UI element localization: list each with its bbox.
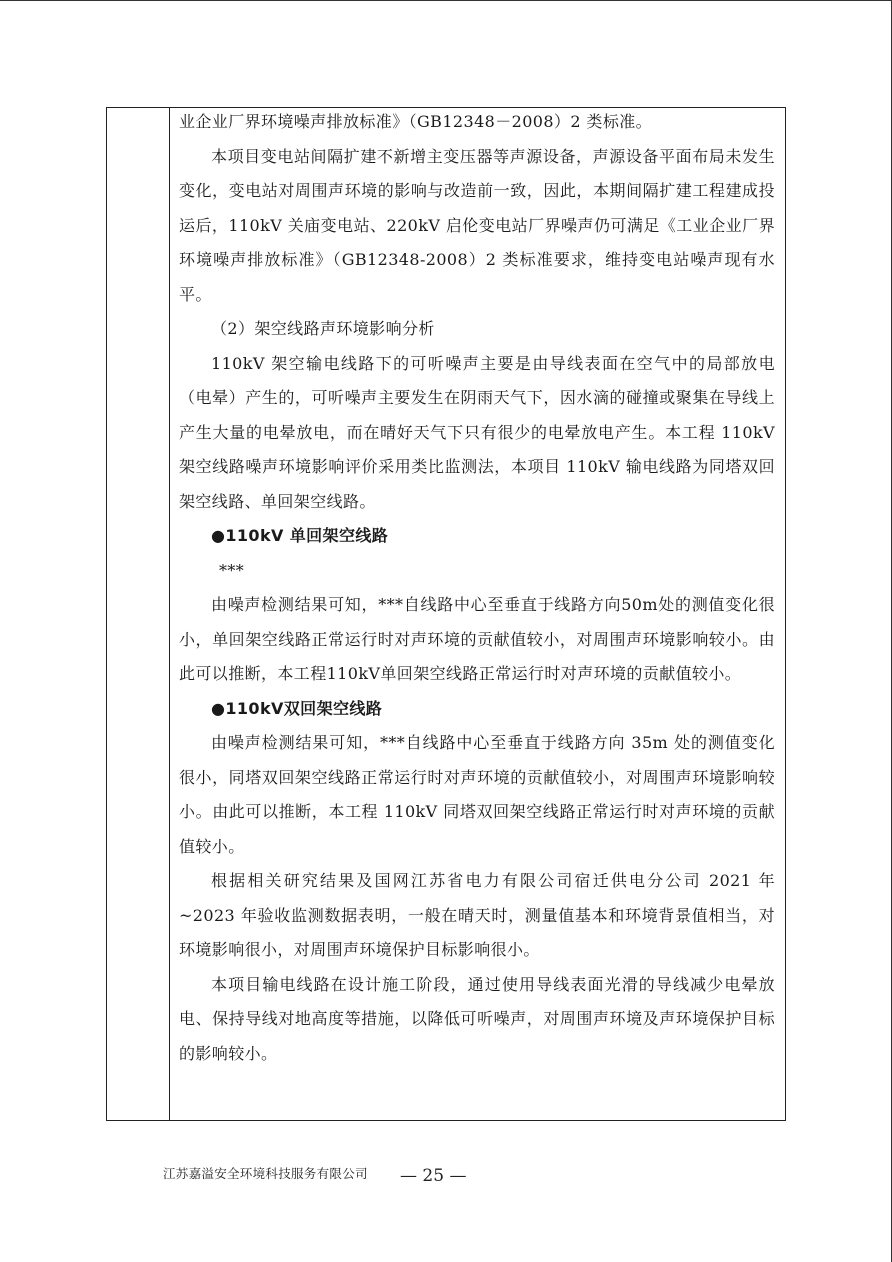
mitigation-measures-paragraph: 本项目输电线路在设计施工阶段，通过使用导线表面光滑的导线减少电晕放电、保持导线对地高度等措施，以降低可听噪声，对周围声环境及声环境保护目标的影响较小。: [179, 974, 775, 1063]
double-circuit-heading: ●110kV双回架空线路: [211, 698, 383, 718]
page-border-top: [0, 0, 892, 1]
table-content-cell: [171, 108, 783, 1120]
page-number: — 25 —: [400, 1166, 467, 1186]
overhead-line-noise-paragraph: 110kV 架空输电线路下的可听噪声主要是由导线表面在空气中的局部放电（电晕）产生的，可听噪声主要发生在阴雨天气下，因水滴的碰撞或聚集在导线上产生大量的电晕放电，而在晴好天气下只有很少的电晕放电产生。本工程 110kV 架空线路噪声环境影响评价采用类比监测法，本项目 110kV 输电线路为同塔双回架空线路、单回架空线路。: [179, 353, 775, 511]
monitoring-data-paragraph: 根据相关研究结果及国网江苏省电力有限公司宿迁供电分公司 2021 年~2023 年验收监测数据表明，一般在晴天时，测量值基本和环境背景值相当，对环境影响很小，对周围声环境保护目标影响很小。: [179, 871, 775, 959]
footer-company-name: 江苏嘉溢安全环境科技服务有限公司: [163, 1166, 368, 1181]
single-circuit-heading: ●110kV 单回架空线路: [211, 526, 389, 545]
substation-noise-paragraph: 本项目变电站间隔扩建不新增主变压器等声源设备，声源设备平面布局未发生变化，变电站对周围声环境的影响与改造前一致，因此，本期间隔扩建工程建成投运后，110kV 关庙变电站、220kV 启伦变电站厂界噪声仍可满足《工业企业厂界环境噪声排放标准》（GB12348-2008）2 类标准要求，维持变电站噪声现有水平。: [179, 146, 775, 304]
single-circuit-result-paragraph: 由噪声检测结果可知，***自线路中心至垂直于线路方向50m处的测值变化很小，单回架空线路正常运行时对声环境的贡献值较小，对周围声环境影响较小。由此可以推断，本工程110kV单回架空线路正常运行时对声环境的贡献值较小。: [179, 595, 775, 683]
continued-line: 业企业厂界环境噪声排放标准》（GB12348－2008）2 类标准。: [179, 112, 653, 131]
section-subheading: （2）架空线路声环境影响分析: [211, 319, 435, 338]
content-table: [106, 107, 786, 1121]
placeholder-stars: ***: [219, 560, 245, 580]
double-circuit-result-paragraph: 由噪声检测结果可知，***自线路中心至垂直于线路方向 35m 处的测值变化很小，同塔双回架空线路正常运行时对声环境的贡献值较小，对周围声环境影响较小。由此可以推断，本工程 110kV 同塔双回架空线路正常运行时对声环境的贡献值较小。: [179, 733, 775, 856]
table-left-column: [107, 108, 170, 1120]
